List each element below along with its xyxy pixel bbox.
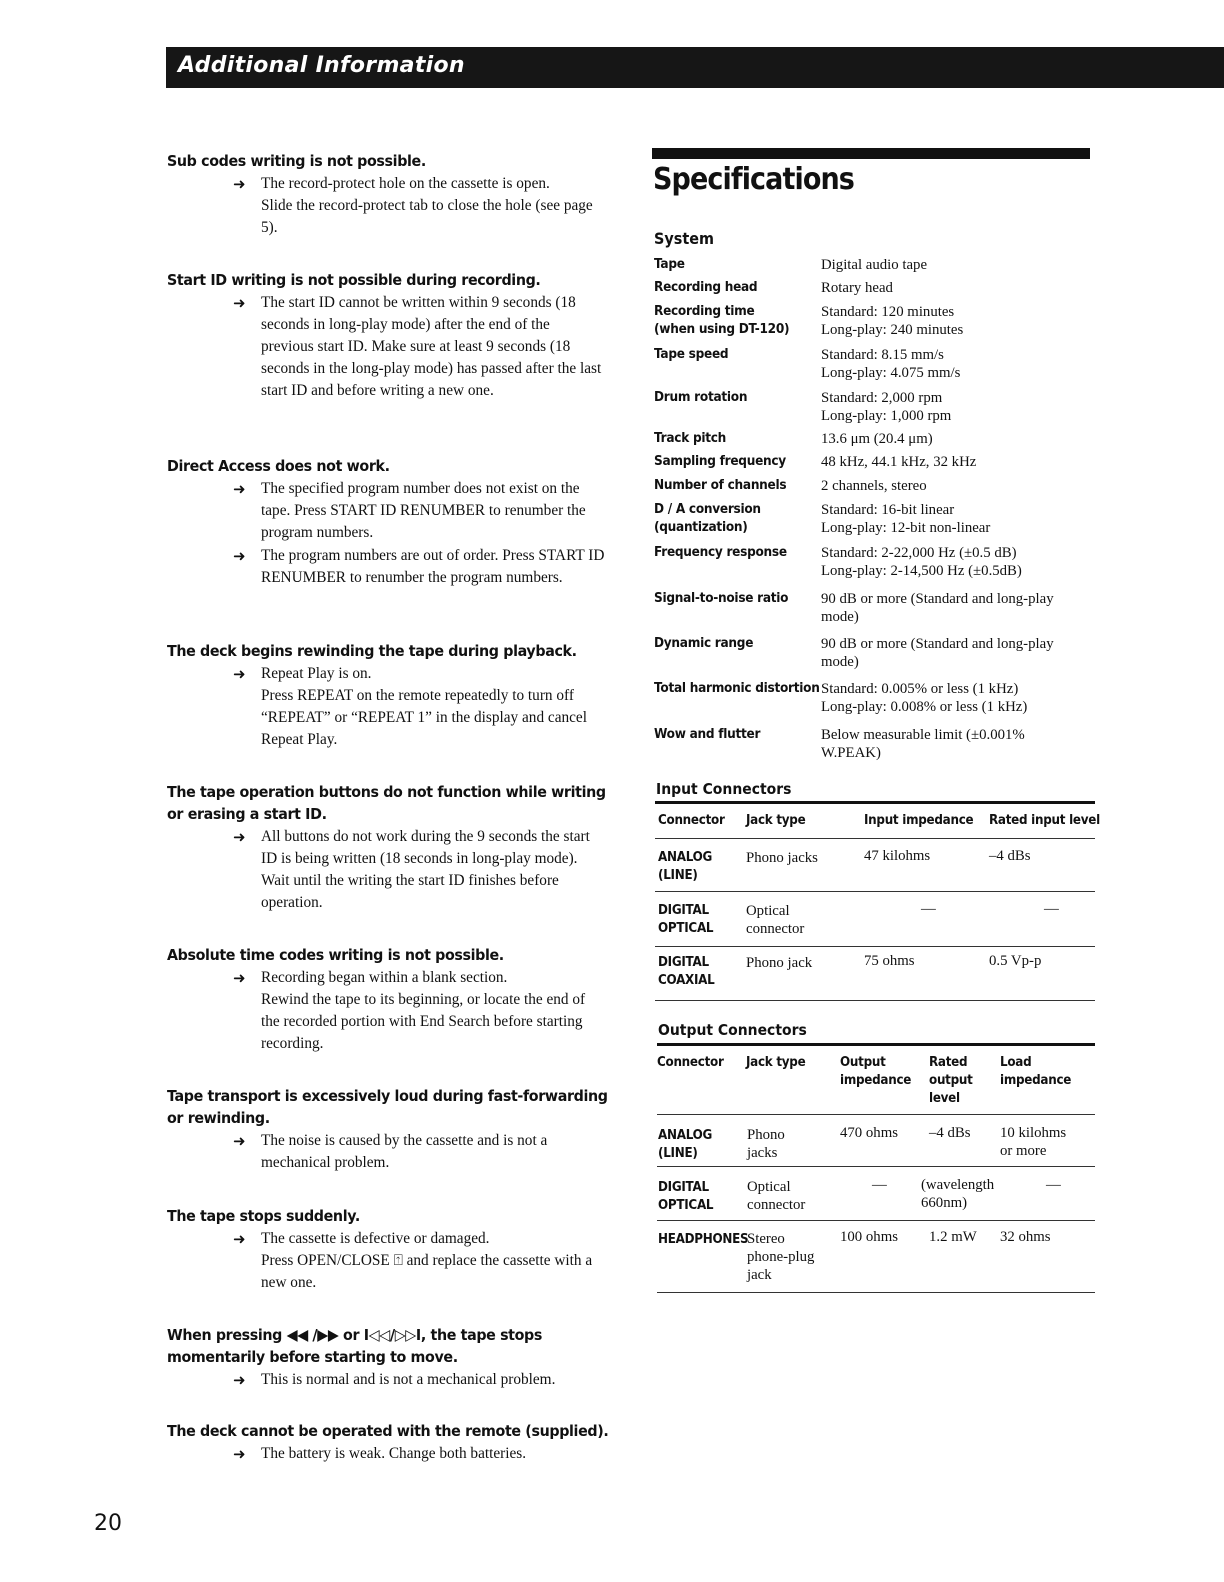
spec-label-line: (when using DT-120) (654, 322, 790, 337)
output-table-top-rule (657, 1043, 1095, 1046)
arrow-icon: ➜ (233, 828, 246, 846)
connector-line: ANALOG (658, 1128, 713, 1143)
troubleshooting-entry (233, 478, 617, 544)
arrow-icon: ➜ (233, 1371, 246, 1389)
connector-line: OPTICAL (658, 1198, 714, 1213)
jack-line: Phono jacks (746, 850, 818, 866)
entry-text (261, 663, 606, 751)
column-header-line: Jack type (746, 1055, 806, 1070)
connector-line: DIGITAL (658, 1180, 709, 1195)
jack-line: jack (747, 1267, 772, 1283)
input-jack-cell (746, 902, 804, 938)
spec-label-line: Signal-to-noise ratio (654, 591, 789, 606)
output-column-header (840, 1054, 911, 1090)
entry-paragraph: All buttons do not work during the 9 seconds the start ID is being written (18 seconds in long-play mode). Wait until the writing the start ID finishes before operation. (261, 828, 590, 911)
troubleshooting-section (167, 1324, 617, 1391)
arrow-icon: ➜ (233, 175, 246, 193)
output-jack-cell (747, 1126, 785, 1162)
spec-label (654, 303, 810, 339)
jack-line: connector (746, 921, 805, 937)
spec-value (821, 346, 1096, 382)
spec-value-line: Long-play: 12-bit non-linear (821, 520, 991, 536)
output-impedance-cell: 470 ohms (840, 1125, 898, 1141)
spec-label-line: Sampling frequency (654, 454, 786, 469)
column-header-line: impedance (840, 1073, 912, 1088)
spec-label (654, 590, 810, 608)
input-table-top-rule (655, 801, 1095, 804)
spec-value-line: Long-play: 240 minutes (821, 322, 964, 338)
entry-paragraph: Press OPEN/CLOSE ⍐ and replace the cassette with a new one. (261, 1252, 593, 1291)
spec-value (821, 544, 1096, 580)
troubleshooting-section (167, 455, 617, 589)
output-connector-cell (658, 1231, 748, 1249)
entry-paragraph: This is normal and is not a mechanical problem. (261, 1371, 556, 1388)
spec-value-line: Long-play: 4.075 mm/s (821, 365, 961, 381)
spec-value-line: mode) (821, 654, 859, 670)
spec-value-line: Long-play: 1,000 rpm (821, 408, 952, 424)
entry-text (261, 292, 606, 402)
spec-value-line: Standard: 16-bit linear (821, 502, 955, 518)
troubleshooting-heading: Absolute time codes writing is not possible. (167, 946, 504, 964)
troubleshooting-entry (233, 545, 617, 589)
spec-label (654, 477, 810, 495)
troubleshooting-heading: When pressing ◀◀ /▶▶ or I◁◁/▷▷I, the tape stops momentarily before starting to move. (167, 1326, 543, 1366)
spec-value (821, 430, 1096, 448)
spec-value (821, 477, 1096, 495)
spec-label-line: Dynamic range (654, 636, 754, 651)
jack-line: phone-plug (747, 1249, 815, 1265)
input-connector-cell (658, 849, 712, 885)
spec-label-line: Wow and flutter (654, 727, 761, 742)
troubleshooting-entry (233, 663, 617, 751)
jack-line: Stereo (747, 1231, 785, 1247)
troubleshooting-heading: The tape operation buttons do not function while writing or erasing a start ID. (167, 783, 606, 823)
spec-value-line: Standard: 8.15 mm/s (821, 347, 944, 363)
output-connectors-heading: Output Connectors (658, 1021, 807, 1039)
column-header-line: impedance (1000, 1073, 1072, 1088)
entry-text (261, 826, 606, 914)
troubleshooting-entry (233, 1369, 617, 1391)
output-column-header (1000, 1054, 1071, 1090)
entry-text (261, 173, 606, 239)
input-column-header: Connector (658, 813, 725, 828)
level-line: 660nm) (921, 1195, 968, 1211)
input-connector-cell (658, 954, 715, 990)
troubleshooting-entry (233, 292, 617, 402)
input-jack-cell (746, 954, 812, 972)
arrow-icon: ➜ (233, 547, 246, 565)
troubleshooting-entry (233, 1228, 617, 1294)
output-load-cell (1000, 1228, 1051, 1246)
output-load-cell (1000, 1124, 1066, 1160)
output-connector-cell (658, 1127, 712, 1163)
entry-text (261, 1443, 606, 1465)
output-header-rule (657, 1114, 1095, 1115)
spec-value (821, 501, 1096, 537)
jack-line: Phono (747, 1127, 785, 1143)
output-jack-cell (747, 1230, 814, 1284)
spec-value-line: 48 kHz, 44.1 kHz, 32 kHz (821, 454, 977, 470)
column-header-line: Connector (657, 1055, 724, 1070)
page-number: 20 (94, 1511, 122, 1536)
spec-label-line: Total harmonic distortion (654, 681, 820, 696)
jack-line: connector (747, 1197, 806, 1213)
connector-line: (LINE) (658, 868, 698, 883)
troubleshooting-entry (233, 173, 617, 239)
output-row-rule (657, 1166, 1095, 1167)
input-row-rule (655, 891, 1095, 892)
troubleshooting-section (167, 944, 617, 1055)
arrow-icon: ➜ (233, 665, 246, 683)
entry-paragraph: The noise is caused by the cassette and is not a mechanical problem. (261, 1132, 548, 1171)
troubleshooting-heading: The deck begins rewinding the tape during playback. (167, 642, 577, 660)
connector-line: OPTICAL (658, 921, 714, 936)
troubleshooting-entry (233, 1443, 617, 1465)
entry-paragraph: The battery is weak. Change both batteries. (261, 1445, 527, 1462)
spec-value-line: Long-play: 2-14,500 Hz (±0.5dB) (821, 563, 1022, 579)
spec-label-line: (quantization) (654, 520, 748, 535)
spec-label-line: Track pitch (654, 431, 727, 446)
connector-line: DIGITAL (658, 955, 709, 970)
spec-label (654, 279, 810, 297)
system-heading: System (654, 229, 714, 248)
arrow-icon: ➜ (233, 294, 246, 312)
entry-paragraph: Slide the record-protect tab to close the hole (see page 5). (261, 197, 593, 236)
spec-label (654, 389, 810, 407)
spec-value-line: Digital audio tape (821, 257, 928, 273)
entry-text (261, 967, 606, 1055)
entry-paragraph: Rewind the tape to its beginning, or locate the end of the recorded portion with End Search before starting recording. (261, 991, 586, 1052)
jack-line: Optical (747, 1179, 791, 1195)
column-header-line: Load (1000, 1055, 1032, 1070)
spec-value (821, 303, 1096, 339)
jack-line: Phono jack (746, 955, 813, 971)
output-column-header (746, 1054, 805, 1072)
troubleshooting-heading: Tape transport is excessively loud during fast-forwarding or rewinding. (167, 1087, 608, 1127)
load-line: 32 ohms (1000, 1229, 1051, 1245)
spec-value (821, 453, 1096, 471)
entry-paragraph: Repeat Play is on. (261, 665, 372, 682)
troubleshooting-section (167, 640, 617, 751)
specifications-title: Specifications (653, 162, 854, 197)
entry-paragraph: Press REPEAT on the remote repeatedly to turn off “REPEAT” or “REPEAT 1” in the display and cancel Repeat Play. (261, 687, 587, 748)
spec-value (821, 590, 1096, 626)
entry-paragraph: Recording began within a blank section. (261, 969, 508, 986)
connector-line: ANALOG (658, 850, 713, 865)
spec-value-line: Standard: 0.005% or less (1 kHz) (821, 681, 1019, 697)
entry-text (261, 1369, 606, 1391)
column-header-line: Rated (929, 1055, 968, 1070)
input-level-cell: –4 dBs (989, 848, 1031, 864)
spec-label (654, 544, 810, 562)
output-load-cell (1046, 1176, 1061, 1194)
spec-label-line: Frequency response (654, 545, 787, 560)
column-header-line: Output (840, 1055, 886, 1070)
entry-text (261, 478, 606, 544)
spec-value (821, 635, 1096, 671)
output-level-cell (921, 1176, 994, 1212)
spec-value-line: 13.6 μm (20.4 μm) (821, 431, 933, 447)
spec-label-line: Number of channels (654, 478, 787, 493)
troubleshooting-section (167, 1420, 617, 1465)
output-column-header (657, 1054, 724, 1072)
output-impedance-cell: 100 ohms (840, 1229, 898, 1245)
output-level-cell (929, 1228, 977, 1246)
input-level-cell: 0.5 Vp-p (989, 953, 1042, 969)
specifications-rule (652, 148, 1090, 159)
troubleshooting-heading: Direct Access does not work. (167, 457, 390, 475)
arrow-icon: ➜ (233, 1230, 246, 1248)
output-row-rule (657, 1292, 1095, 1293)
input-row-rule (655, 1000, 1095, 1001)
spec-label-line: Recording time (654, 304, 755, 319)
spec-label-line: Drum rotation (654, 390, 748, 405)
input-impedance-cell: 75 ohms (864, 953, 915, 969)
spec-value-line: Standard: 2-22,000 Hz (±0.5 dB) (821, 545, 1017, 561)
input-column-header: Input impedance (864, 813, 974, 828)
output-impedance-cell: — (872, 1177, 887, 1193)
spec-label (654, 726, 810, 744)
spec-value (821, 279, 1096, 297)
section-header-bar (166, 47, 1224, 88)
section-header-title: Additional Information (178, 53, 465, 78)
input-header-rule (655, 838, 1095, 839)
troubleshooting-section (167, 1085, 617, 1174)
spec-label (654, 430, 810, 448)
entry-paragraph: The record-protect hole on the cassette is open. (261, 175, 550, 192)
spec-label-line: D / A conversion (654, 502, 761, 517)
spec-label (654, 680, 820, 698)
troubleshooting-heading: The deck cannot be operated with the remote (supplied). (167, 1422, 609, 1440)
output-connector-cell (658, 1179, 713, 1215)
spec-value (821, 726, 1096, 762)
troubleshooting-section (167, 269, 617, 402)
spec-label (654, 453, 810, 471)
input-connector-cell (658, 902, 713, 938)
spec-label-line: Recording head (654, 280, 758, 295)
output-column-header (929, 1054, 973, 1108)
spec-value-line: mode) (821, 609, 859, 625)
spec-value-line: 90 dB or more (Standard and long-play (821, 636, 1054, 652)
spec-value-line: Standard: 120 minutes (821, 304, 955, 320)
arrow-icon: ➜ (233, 480, 246, 498)
spec-value-line: W.PEAK) (821, 745, 881, 761)
output-row-rule (657, 1220, 1095, 1221)
troubleshooting-heading: The tape stops suddenly. (167, 1207, 360, 1225)
spec-value (821, 256, 1096, 274)
entry-paragraph: The start ID cannot be written within 9 seconds (18 seconds in long-play mode) after the end of the previous start ID. Make sure at least 9 seconds (18 seconds in the long-play mode) has passed after the last start ID and before writing a new one. (261, 294, 602, 399)
spec-value (821, 680, 1096, 716)
arrow-icon: ➜ (233, 969, 246, 987)
load-line: or more (1000, 1143, 1047, 1159)
entry-text (261, 1228, 606, 1294)
troubleshooting-section (167, 781, 617, 914)
input-impedance-cell: 47 kilohms (864, 848, 931, 864)
connector-line: HEADPHONES (658, 1232, 749, 1247)
entry-text (261, 545, 606, 589)
input-column-header: Rated input level (989, 813, 1100, 828)
input-row-rule (655, 946, 1095, 947)
entry-paragraph: The program numbers are out of order. Press START ID RENUMBER to renumber the program numbers. (261, 547, 605, 586)
input-level-cell: — (1044, 901, 1059, 917)
load-line: 10 kilohms (1000, 1125, 1067, 1141)
troubleshooting-section (167, 1205, 617, 1294)
spec-value-line: Rotary head (821, 280, 893, 296)
spec-value-line: 2 channels, stereo (821, 478, 927, 494)
output-level-cell (929, 1124, 971, 1142)
spec-value-line: 90 dB or more (Standard and long-play (821, 591, 1054, 607)
column-header-line: output (929, 1073, 973, 1088)
level-line: –4 dBs (929, 1125, 971, 1141)
troubleshooting-heading: Sub codes writing is not possible. (167, 152, 426, 170)
load-line: — (1046, 1177, 1061, 1193)
level-line: (wavelength (921, 1177, 995, 1193)
entry-text (261, 1130, 606, 1174)
jack-line: Optical (746, 903, 790, 919)
connector-line: DIGITAL (658, 903, 709, 918)
input-connectors-heading: Input Connectors (656, 780, 792, 798)
spec-label-line: Tape (654, 257, 685, 272)
column-header-line: level (929, 1091, 960, 1106)
troubleshooting-entry (233, 826, 617, 914)
arrow-icon: ➜ (233, 1132, 246, 1150)
spec-label (654, 635, 810, 653)
spec-label (654, 346, 810, 364)
spec-label (654, 256, 810, 274)
troubleshooting-heading: Start ID writing is not possible during recording. (167, 271, 541, 289)
level-line: 1.2 mW (929, 1229, 977, 1245)
input-jack-cell (746, 849, 818, 867)
arrow-icon: ➜ (233, 1445, 246, 1463)
spec-value-line: Standard: 2,000 rpm (821, 390, 943, 406)
troubleshooting-section (167, 150, 617, 239)
jack-line: jacks (747, 1145, 778, 1161)
spec-label (654, 501, 810, 537)
connector-line: COAXIAL (658, 973, 715, 988)
spec-value (821, 389, 1096, 425)
spec-value-line: Long-play: 0.008% or less (1 kHz) (821, 699, 1028, 715)
entry-paragraph: The specified program number does not exist on the tape. Press START ID RENUMBER to renumber the program numbers. (261, 480, 586, 541)
spec-label-line: Tape speed (654, 347, 729, 362)
troubleshooting-entry (233, 1130, 617, 1174)
output-jack-cell (747, 1178, 805, 1214)
connector-line: (LINE) (658, 1146, 698, 1161)
input-impedance-cell: — (921, 901, 936, 917)
troubleshooting-entry (233, 967, 617, 1055)
entry-paragraph: The cassette is defective or damaged. (261, 1230, 490, 1247)
spec-value-line: Below measurable limit (±0.001% (821, 727, 1025, 743)
input-column-header: Jack type (746, 813, 806, 828)
